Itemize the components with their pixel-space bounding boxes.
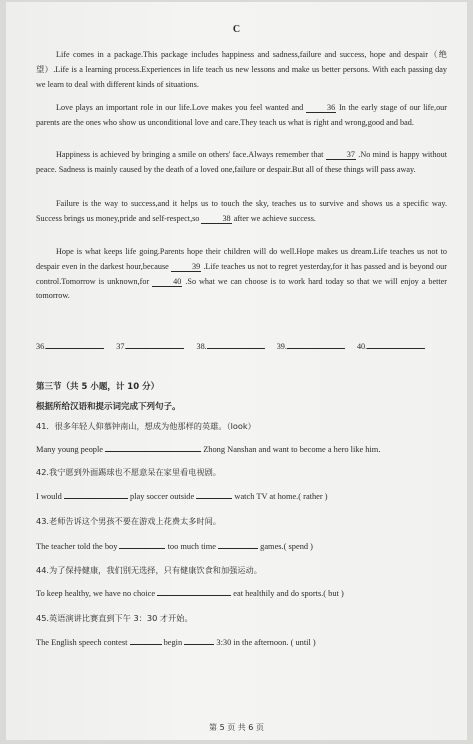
answer-38[interactable] (196, 342, 264, 351)
question-44-chinese: 44.为了保持健康，我们别无选择，只有健康饮食和加强运动。 (36, 565, 262, 575)
sentence-text: too much time (165, 542, 219, 551)
passage-text: Happiness is achieved by bringing a smile on others' face.Always remember that (56, 150, 326, 159)
answer-label: 37. (116, 342, 127, 351)
answer-37[interactable] (116, 342, 184, 351)
passage-paragraph-1 (36, 48, 447, 92)
answer-blank[interactable] (196, 498, 232, 499)
answer-blank[interactable] (105, 451, 201, 452)
passage-text: .No mind is happy without peace. Sadness is mainly caused by the death of a loved one,failure or despair.But all of these things will pass away. (36, 150, 448, 174)
answer-blank[interactable] (64, 498, 128, 499)
passage-text: .So what we can choose is to work hard today so that we will enjoy a better tomorrow. (36, 276, 448, 301)
part3-instruction: 根据所给汉语和提示词完成下列句子。 (36, 402, 181, 412)
exam-page (6, 2, 467, 740)
answer-blank[interactable] (119, 548, 165, 549)
passage-paragraph-4 (36, 197, 447, 227)
question-42-english (36, 492, 328, 501)
sentence-text: To keep healthy, we have no choice (36, 589, 158, 598)
question-42-chinese: 42.我宁愿到外面踢球也不愿意呆在家里看电视剧。 (36, 467, 221, 477)
sentence-text: I would (36, 492, 64, 501)
passage-text: Hope is what keeps life going.Parents hope their children will do well.Hope makes us dream.Life teaches us not to despair even in the darkest hour,because (36, 247, 447, 271)
sentence-text: begin (161, 638, 185, 647)
sentence-text: 3:30 in the afternoon. ( until ) (214, 638, 316, 647)
answer-blanks-row (36, 342, 425, 351)
passage-text: Love plays an important role in our life.Love makes you feel wanted and (56, 103, 307, 112)
passage-text: In the early stage of our life,our parents are the ones who show us unconditional love and care.They teach us what is right and wrong,good and bad. (36, 103, 447, 127)
blank-37: 37 (326, 150, 356, 160)
passage-text: Failure is the way to success,and it helps us to touch the sky, teaches us to survive and shows us a specific way. Success brings us money,pride and self-respect,so (36, 199, 447, 223)
passage-paragraph-2 (36, 101, 447, 131)
answer-line (367, 348, 425, 349)
answer-36[interactable] (36, 342, 104, 351)
sentence-text: games.( spend ) (258, 542, 313, 551)
answer-blank[interactable] (218, 548, 258, 549)
blank-38: 38 (201, 214, 231, 224)
sentence-text: play soccer outside (127, 492, 197, 501)
answer-label: 38. (196, 342, 207, 351)
answer-line (287, 348, 345, 349)
answer-39[interactable] (277, 342, 345, 351)
question-43-chinese: 43.老师告诉这个男孩不要在游戏上花费太多时间。 (36, 516, 221, 526)
sentence-text: watch TV at home.( rather ) (232, 492, 328, 501)
answer-40[interactable] (357, 342, 425, 351)
part3-heading: 第三节（共 5 小题，计 10 分） (36, 382, 160, 392)
question-41-english (36, 445, 380, 454)
question-45-chinese: 45.英语演讲比赛直到下午 3：30 才开始。 (36, 613, 193, 623)
sentence-text: The teacher told the boy (36, 542, 120, 551)
answer-blank[interactable] (157, 595, 231, 596)
passage-text: after we achieve success. (231, 213, 316, 223)
sentence-text: Many young people (36, 445, 106, 454)
section-letter: C (232, 24, 241, 35)
passage-paragraph-5 (36, 245, 447, 304)
sentence-text: Zhong Nanshan and want to become a hero like him. (201, 445, 381, 454)
sentence-text: The English speech contest (36, 638, 130, 647)
question-44-english (36, 589, 344, 598)
answer-line (207, 348, 265, 349)
blank-36: 36 (306, 103, 336, 113)
question-45-english (36, 638, 316, 647)
blank-40: 40 (152, 277, 182, 287)
question-41-chinese: 41．很多年轻人仰慕钟南山，想成为他那样的英雄。（look） (36, 421, 256, 431)
passage-text: Life comes in a package.This package includes happiness and sadness,failure and success, hope and despair（绝望）.Life is a learning process.Experiences in life teach us new lessons and make us better persons. With each passing day we learn to deal with different kinds of situations. (36, 50, 447, 89)
answer-blank[interactable] (130, 644, 162, 645)
answer-line (46, 348, 104, 349)
answer-label: 40. (356, 342, 368, 351)
answer-line (126, 348, 184, 349)
question-43-english (36, 542, 313, 551)
passage-paragraph-3 (36, 148, 447, 178)
passage-text: .Life teaches us not to regret yesterday,for it has passed and is beyond our control.Tomorrow is unknown,for (36, 261, 447, 286)
answer-blank[interactable] (184, 644, 214, 645)
answer-label: 39. (276, 342, 287, 351)
sentence-text: eat healthily and do sports.( but ) (231, 589, 344, 598)
page-number: 第 5 页 共 6 页 (209, 723, 264, 732)
answer-label: 36. (36, 342, 47, 351)
blank-39: 39 (171, 262, 201, 272)
